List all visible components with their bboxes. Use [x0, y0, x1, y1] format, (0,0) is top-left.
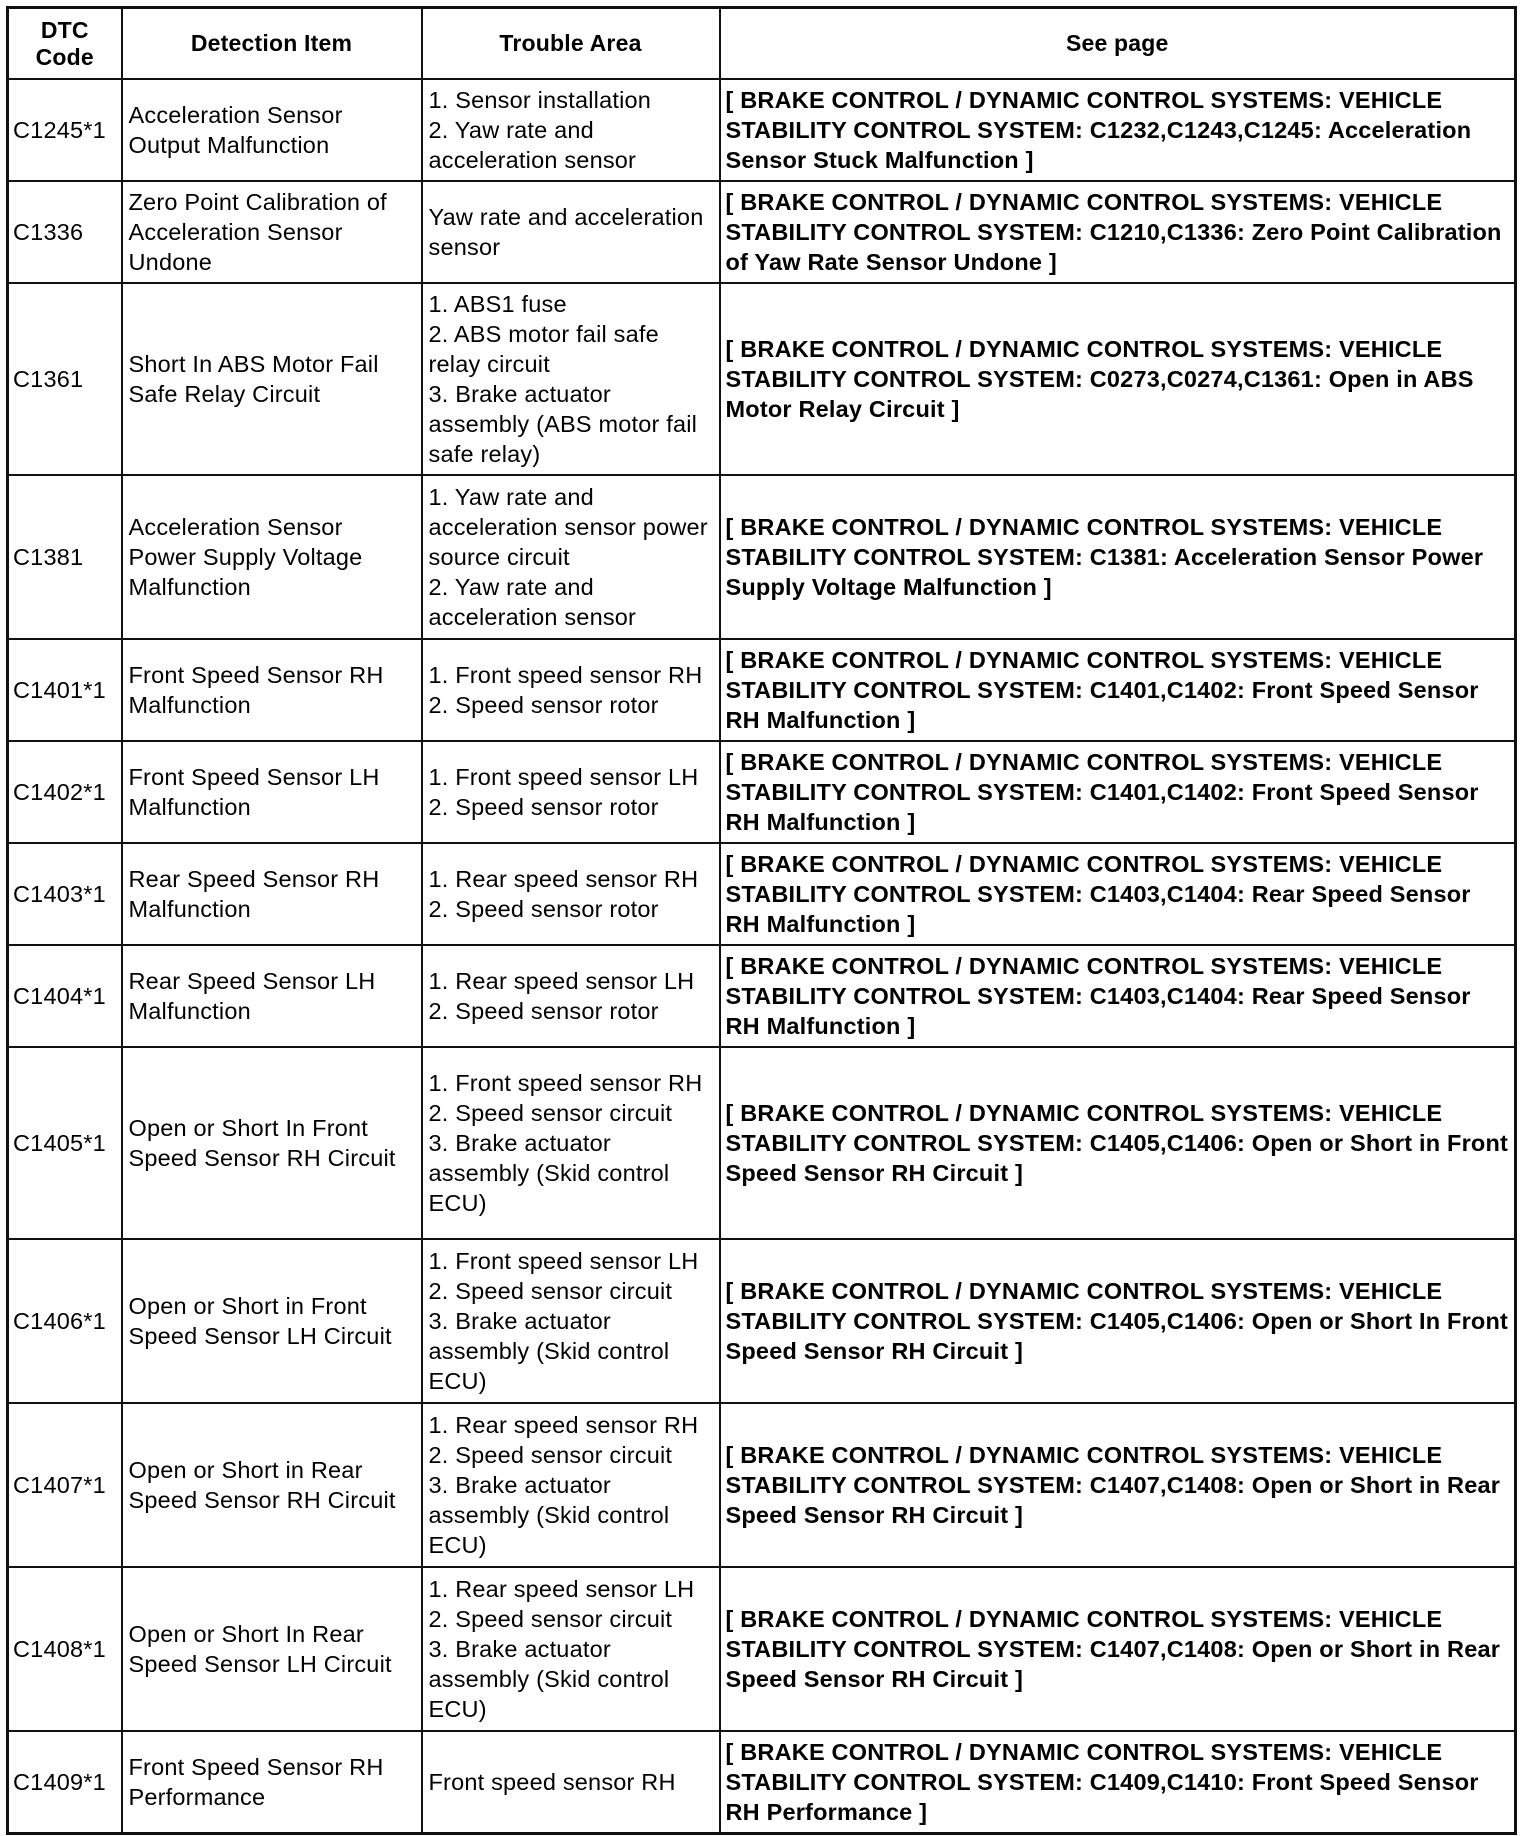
trouble-area-item: 1. Front speed sensor LH — [428, 764, 699, 790]
table-row — [8, 1403, 1516, 1567]
table-row — [8, 843, 1516, 945]
header-see-page: See page — [720, 8, 1516, 80]
dtc-code-cell: C1336 — [8, 181, 122, 283]
trouble-area-item: 2. Speed sensor circuit — [428, 1100, 673, 1126]
trouble-area-item: 1. Front speed sensor RH — [428, 1070, 703, 1096]
trouble-area-cell — [422, 1567, 720, 1731]
detection-item-cell: Open or Short In Rear Speed Sensor LH Circuit — [122, 1567, 422, 1731]
trouble-area-item: 3. Brake actuator assembly (Skid control ECU) — [428, 1130, 670, 1216]
dtc-code-cell: C1402*1 — [8, 741, 122, 843]
see-page-link[interactable]: [ BRAKE CONTROL / DYNAMIC CONTROL SYSTEMS: VEHICLE STABILITY CONTROL SYSTEM: C1381: Acceleration Sensor Power Supply Voltage Malfunction ] — [720, 475, 1516, 639]
trouble-area-item: 1. Yaw rate and acceleration sensor power source circuit — [428, 484, 708, 570]
detection-item-cell: Acceleration Sensor Power Supply Voltage Malfunction — [122, 475, 422, 639]
trouble-area-cell — [422, 475, 720, 639]
trouble-area-item: 1. Front speed sensor RH — [428, 662, 703, 688]
trouble-area-item: 2. Yaw rate and acceleration sensor — [428, 117, 637, 173]
see-page-link[interactable]: [ BRAKE CONTROL / DYNAMIC CONTROL SYSTEMS: VEHICLE STABILITY CONTROL SYSTEM: C1401,C1402: Front Speed Sensor RH Malfunction ] — [720, 639, 1516, 741]
dtc-code-cell: C1408*1 — [8, 1567, 122, 1731]
trouble-area-item: 2. Speed sensor rotor — [428, 794, 659, 820]
dtc-code-cell: C1405*1 — [8, 1047, 122, 1239]
table-row — [8, 283, 1516, 475]
header-dtc-code — [8, 8, 122, 80]
detection-item-cell: Zero Point Calibration of Acceleration Sensor Undone — [122, 181, 422, 283]
trouble-area-item: 2. Speed sensor rotor — [428, 896, 659, 922]
table-row — [8, 639, 1516, 741]
header-dtc-code-line2: Code — [35, 43, 94, 70]
trouble-area-cell — [422, 1239, 720, 1403]
trouble-area-item: 2. Speed sensor circuit — [428, 1278, 673, 1304]
table-row — [8, 475, 1516, 639]
table-row — [8, 1239, 1516, 1403]
see-page-link[interactable]: [ BRAKE CONTROL / DYNAMIC CONTROL SYSTEMS: VEHICLE STABILITY CONTROL SYSTEM: C0273,C0274,C1361: Open in ABS Motor Relay Circuit ] — [720, 283, 1516, 475]
trouble-area-item: 2. Speed sensor rotor — [428, 998, 659, 1024]
trouble-area-item: 3. Brake actuator assembly (Skid control ECU) — [428, 1472, 670, 1558]
see-page-link[interactable]: [ BRAKE CONTROL / DYNAMIC CONTROL SYSTEMS: VEHICLE STABILITY CONTROL SYSTEM: C1407,C1408: Open or Short in Rear Speed Sensor RH Circuit ] — [720, 1403, 1516, 1567]
header-trouble-area: Trouble Area — [422, 8, 720, 80]
trouble-area-item: 3. Brake actuator assembly (ABS motor fail safe relay) — [428, 381, 698, 467]
table-row — [8, 79, 1516, 181]
see-page-link[interactable]: [ BRAKE CONTROL / DYNAMIC CONTROL SYSTEMS: VEHICLE STABILITY CONTROL SYSTEM: C1407,C1408: Open or Short in Rear Speed Sensor RH Circuit ] — [720, 1567, 1516, 1731]
table-row — [8, 1567, 1516, 1731]
detection-item-cell: Front Speed Sensor LH Malfunction — [122, 741, 422, 843]
see-page-link[interactable]: [ BRAKE CONTROL / DYNAMIC CONTROL SYSTEMS: VEHICLE STABILITY CONTROL SYSTEM: C1409,C1410: Front Speed Sensor RH Performance ] — [720, 1731, 1516, 1833]
trouble-area-item: 2. ABS motor fail safe relay circuit — [428, 321, 659, 377]
header-dtc-code-line1: DTC — [40, 16, 89, 43]
dtc-table-container — [6, 6, 1517, 1835]
detection-item-cell: Acceleration Sensor Output Malfunction — [122, 79, 422, 181]
header-row — [8, 8, 1516, 80]
trouble-area-cell — [422, 843, 720, 945]
trouble-area-item: 1. Rear speed sensor LH — [428, 968, 695, 994]
see-page-link[interactable]: [ BRAKE CONTROL / DYNAMIC CONTROL SYSTEMS: VEHICLE STABILITY CONTROL SYSTEM: C1403,C1404: Rear Speed Sensor RH Malfunction ] — [720, 945, 1516, 1047]
see-page-link[interactable]: [ BRAKE CONTROL / DYNAMIC CONTROL SYSTEMS: VEHICLE STABILITY CONTROL SYSTEM: C1232,C1243,C1245: Acceleration Sensor Stuck Malfunction ] — [720, 79, 1516, 181]
dtc-code-cell: C1406*1 — [8, 1239, 122, 1403]
trouble-area-item: 1. Rear speed sensor RH — [428, 866, 699, 892]
table-body — [8, 79, 1516, 1833]
trouble-area-item: 3. Brake actuator assembly (Skid control ECU) — [428, 1308, 670, 1394]
detection-item-cell: Front Speed Sensor RH Malfunction — [122, 639, 422, 741]
see-page-link[interactable]: [ BRAKE CONTROL / DYNAMIC CONTROL SYSTEMS: VEHICLE STABILITY CONTROL SYSTEM: C1403,C1404: Rear Speed Sensor RH Malfunction ] — [720, 843, 1516, 945]
table-row — [8, 945, 1516, 1047]
see-page-link[interactable]: [ BRAKE CONTROL / DYNAMIC CONTROL SYSTEMS: VEHICLE STABILITY CONTROL SYSTEM: C1401,C1402: Front Speed Sensor RH Malfunction ] — [720, 741, 1516, 843]
trouble-area-item: 1. Sensor installation — [428, 87, 652, 113]
detection-item-cell: Front Speed Sensor RH Performance — [122, 1731, 422, 1833]
dtc-table — [6, 6, 1517, 1835]
detection-item-cell: Short In ABS Motor Fail Safe Relay Circuit — [122, 283, 422, 475]
trouble-area-item: 2. Yaw rate and acceleration sensor — [428, 574, 637, 630]
see-page-link[interactable]: [ BRAKE CONTROL / DYNAMIC CONTROL SYSTEMS: VEHICLE STABILITY CONTROL SYSTEM: C1210,C1336: Zero Point Calibration of Yaw Rate Sensor Undone ] — [720, 181, 1516, 283]
see-page-link[interactable]: [ BRAKE CONTROL / DYNAMIC CONTROL SYSTEMS: VEHICLE STABILITY CONTROL SYSTEM: C1405,C1406: Open or Short in Front Speed Sensor RH Circuit ] — [720, 1047, 1516, 1239]
trouble-area-item: 2. Speed sensor circuit — [428, 1606, 673, 1632]
trouble-area-cell — [422, 945, 720, 1047]
table-row — [8, 1047, 1516, 1239]
dtc-code-cell: C1404*1 — [8, 945, 122, 1047]
table-row — [8, 1731, 1516, 1833]
trouble-area-item: 2. Speed sensor rotor — [428, 692, 659, 718]
trouble-area-cell — [422, 181, 720, 283]
trouble-area-cell — [422, 283, 720, 475]
dtc-code-cell: C1409*1 — [8, 1731, 122, 1833]
dtc-code-cell: C1381 — [8, 475, 122, 639]
dtc-code-cell: C1245*1 — [8, 79, 122, 181]
detection-item-cell: Open or Short In Front Speed Sensor RH Circuit — [122, 1047, 422, 1239]
detection-item-cell: Open or Short in Front Speed Sensor LH Circuit — [122, 1239, 422, 1403]
header-detection-item: Detection Item — [122, 8, 422, 80]
see-page-link[interactable]: [ BRAKE CONTROL / DYNAMIC CONTROL SYSTEMS: VEHICLE STABILITY CONTROL SYSTEM: C1405,C1406: Open or Short In Front Speed Sensor RH Circuit ] — [720, 1239, 1516, 1403]
dtc-code-cell: C1407*1 — [8, 1403, 122, 1567]
trouble-area-item: 3. Brake actuator assembly (Skid control ECU) — [428, 1636, 670, 1722]
trouble-area-cell — [422, 1731, 720, 1833]
trouble-area-cell — [422, 639, 720, 741]
trouble-area-cell — [422, 79, 720, 181]
trouble-area-item: 1. Rear speed sensor LH — [428, 1576, 695, 1602]
trouble-area-item: 1. Rear speed sensor RH — [428, 1412, 699, 1438]
trouble-area-item: Front speed sensor RH — [428, 1768, 676, 1795]
table-row — [8, 181, 1516, 283]
trouble-area-cell — [422, 1047, 720, 1239]
trouble-area-item: Yaw rate and acceleration sensor — [428, 204, 704, 260]
detection-item-cell: Rear Speed Sensor LH Malfunction — [122, 945, 422, 1047]
trouble-area-cell — [422, 741, 720, 843]
detection-item-cell: Rear Speed Sensor RH Malfunction — [122, 843, 422, 945]
dtc-code-cell: C1361 — [8, 283, 122, 475]
table-row — [8, 741, 1516, 843]
detection-item-cell: Open or Short in Rear Speed Sensor RH Circuit — [122, 1403, 422, 1567]
trouble-area-item: 1. Front speed sensor LH — [428, 1248, 699, 1274]
trouble-area-item: 1. ABS1 fuse — [428, 291, 567, 317]
dtc-code-cell: C1401*1 — [8, 639, 122, 741]
trouble-area-cell — [422, 1403, 720, 1567]
trouble-area-item: 2. Speed sensor circuit — [428, 1442, 673, 1468]
dtc-code-cell: C1403*1 — [8, 843, 122, 945]
